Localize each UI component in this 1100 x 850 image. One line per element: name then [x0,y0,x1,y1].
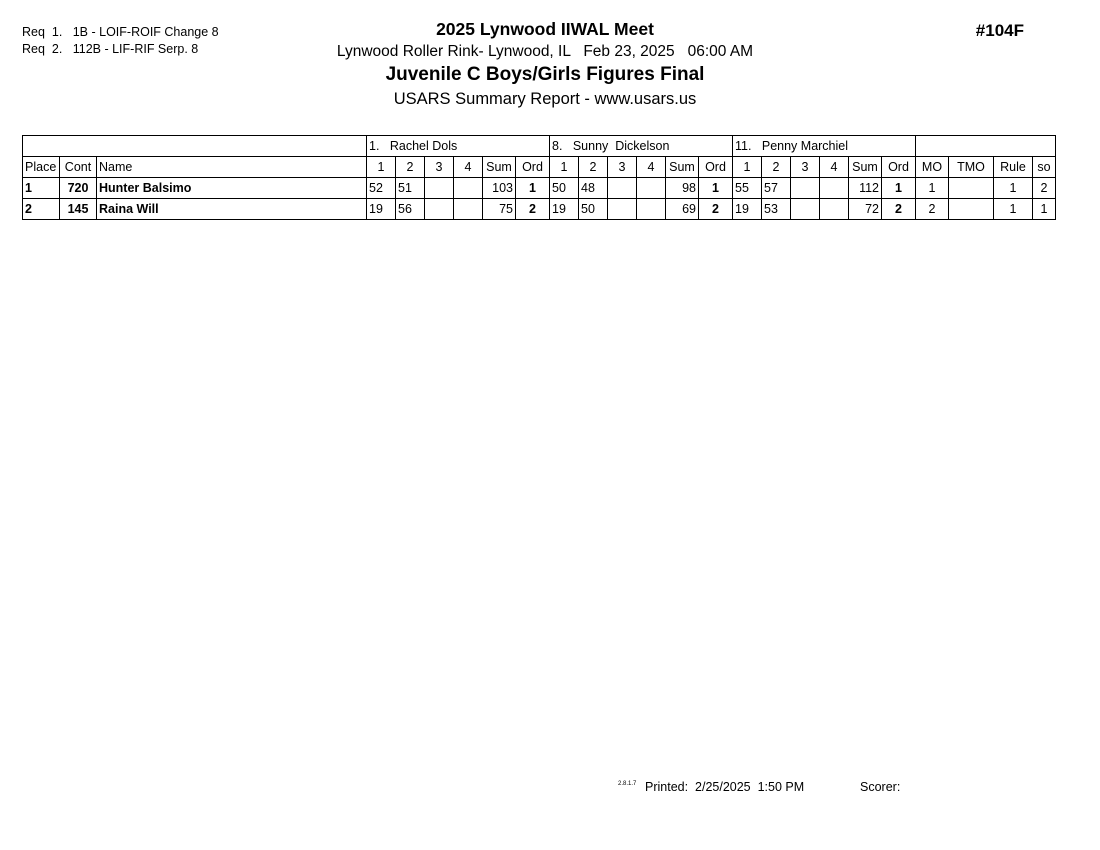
j2-ordinal: 1 [699,178,733,199]
printed-timestamp: Printed: 2/25/2025 1:50 PM [645,780,805,794]
j2-score-2: 48 [579,178,608,199]
col-header-j1-s2: 2 [396,157,425,178]
skate-order-cell: 2 [1033,178,1056,199]
j2-score-3 [608,199,637,220]
col-header-j3-ord: Ord [882,157,916,178]
contestant-number-cell: 145 [60,199,97,220]
col-header-tmo: TMO [949,157,994,178]
judge-3-name: 11. Penny Marchiel [733,136,916,157]
j3-score-1: 55 [733,178,762,199]
judge-row-spacer-right [916,136,1056,157]
requirement-1: Req 1. 1B - LOIF-ROIF Change 8 [22,25,219,39]
skater-name-cell: Raina Will [97,199,367,220]
j3-ordinal: 2 [882,199,916,220]
skate-order-cell: 1 [1033,199,1056,220]
rule-cell: 1 [994,199,1033,220]
col-header-j1-s4: 4 [454,157,483,178]
j3-score-1: 19 [733,199,762,220]
j1-score-1: 52 [367,178,396,199]
title-block [0,18,1090,111]
j3-score-2: 57 [762,178,791,199]
j2-ordinal: 2 [699,199,733,220]
col-header-j2-s2: 2 [579,157,608,178]
page-footer [0,780,1100,800]
j2-sum: 98 [666,178,699,199]
col-header-j1-ord: Ord [516,157,550,178]
col-header-rule: Rule [994,157,1033,178]
j1-sum: 75 [483,199,516,220]
j1-score-3 [425,178,454,199]
col-header-j3-s4: 4 [820,157,849,178]
j1-score-3 [425,199,454,220]
col-header-j3-sum: Sum [849,157,882,178]
judge-1-name: 1. Rachel Dols [367,136,550,157]
j2-sum: 69 [666,199,699,220]
j3-score-4 [820,199,849,220]
col-header-j1-sum: Sum [483,157,516,178]
judge-row-spacer-left [23,136,367,157]
software-version: 2.8.1.7 [618,781,637,787]
j1-ordinal: 1 [516,178,550,199]
j3-score-2: 53 [762,199,791,220]
j1-ordinal: 2 [516,199,550,220]
report-title: USARS Summary Report - www.usars.us [393,90,697,108]
j1-score-1: 19 [367,199,396,220]
contestant-number-cell: 720 [60,178,97,199]
j2-score-1: 19 [550,199,579,220]
column-header-row [23,157,1056,178]
meet-title: 2025 Lynwood IIWAL Meet [436,19,654,39]
j1-score-4 [454,199,483,220]
total-majority-ordinal-cell [949,178,994,199]
place-cell: 1 [23,178,60,199]
j1-score-2: 51 [396,178,425,199]
col-header-j3-s3: 3 [791,157,820,178]
col-header-j2-ord: Ord [699,157,733,178]
judge-header-row [23,136,1056,157]
total-majority-ordinal-cell [949,199,994,220]
col-header-mo: MO [916,157,949,178]
j2-score-2: 50 [579,199,608,220]
j3-ordinal: 1 [882,178,916,199]
j1-score-4 [454,178,483,199]
result-row-2 [23,199,1056,220]
j1-sum: 103 [483,178,516,199]
col-header-j3-s1: 1 [733,157,762,178]
j3-score-3 [791,199,820,220]
scorer-label: Scorer: [860,780,901,794]
j2-score-4 [637,178,666,199]
col-header-j3-s2: 2 [762,157,791,178]
majority-ordinal-cell: 1 [916,178,949,199]
place-cell: 2 [23,199,60,220]
skater-name-cell: Hunter Balsimo [97,178,367,199]
venue-date-line: Lynwood Roller Rink- Lynwood, IL Feb 23, 2025 06:00 AM [336,43,754,60]
col-header-j1-s1: 1 [367,157,396,178]
rule-cell: 1 [994,178,1033,199]
j2-score-3 [608,178,637,199]
j3-sum: 72 [849,199,882,220]
col-header-j1-s3: 3 [425,157,454,178]
results-table [22,135,1056,220]
col-header-cont: Cont [60,157,97,178]
j2-score-4 [637,199,666,220]
j3-score-4 [820,178,849,199]
event-title: Juvenile C Boys/Girls Figures Final [385,64,705,85]
col-header-name: Name [97,157,367,178]
j3-score-3 [791,178,820,199]
col-header-j2-s4: 4 [637,157,666,178]
col-header-so: so [1033,157,1056,178]
col-header-j2-s3: 3 [608,157,637,178]
result-row-1 [23,178,1056,199]
majority-ordinal-cell: 2 [916,199,949,220]
requirement-2: Req 2. 112B - LIF-RIF Serp. 8 [22,41,199,56]
j3-sum: 112 [849,178,882,199]
col-header-j2-s1: 1 [550,157,579,178]
j1-score-2: 56 [396,199,425,220]
judge-2-name: 8. Sunny Dickelson [550,136,733,157]
event-number: #104F [975,21,1024,40]
col-header-place: Place [23,157,60,178]
col-header-j2-sum: Sum [666,157,699,178]
j2-score-1: 50 [550,178,579,199]
